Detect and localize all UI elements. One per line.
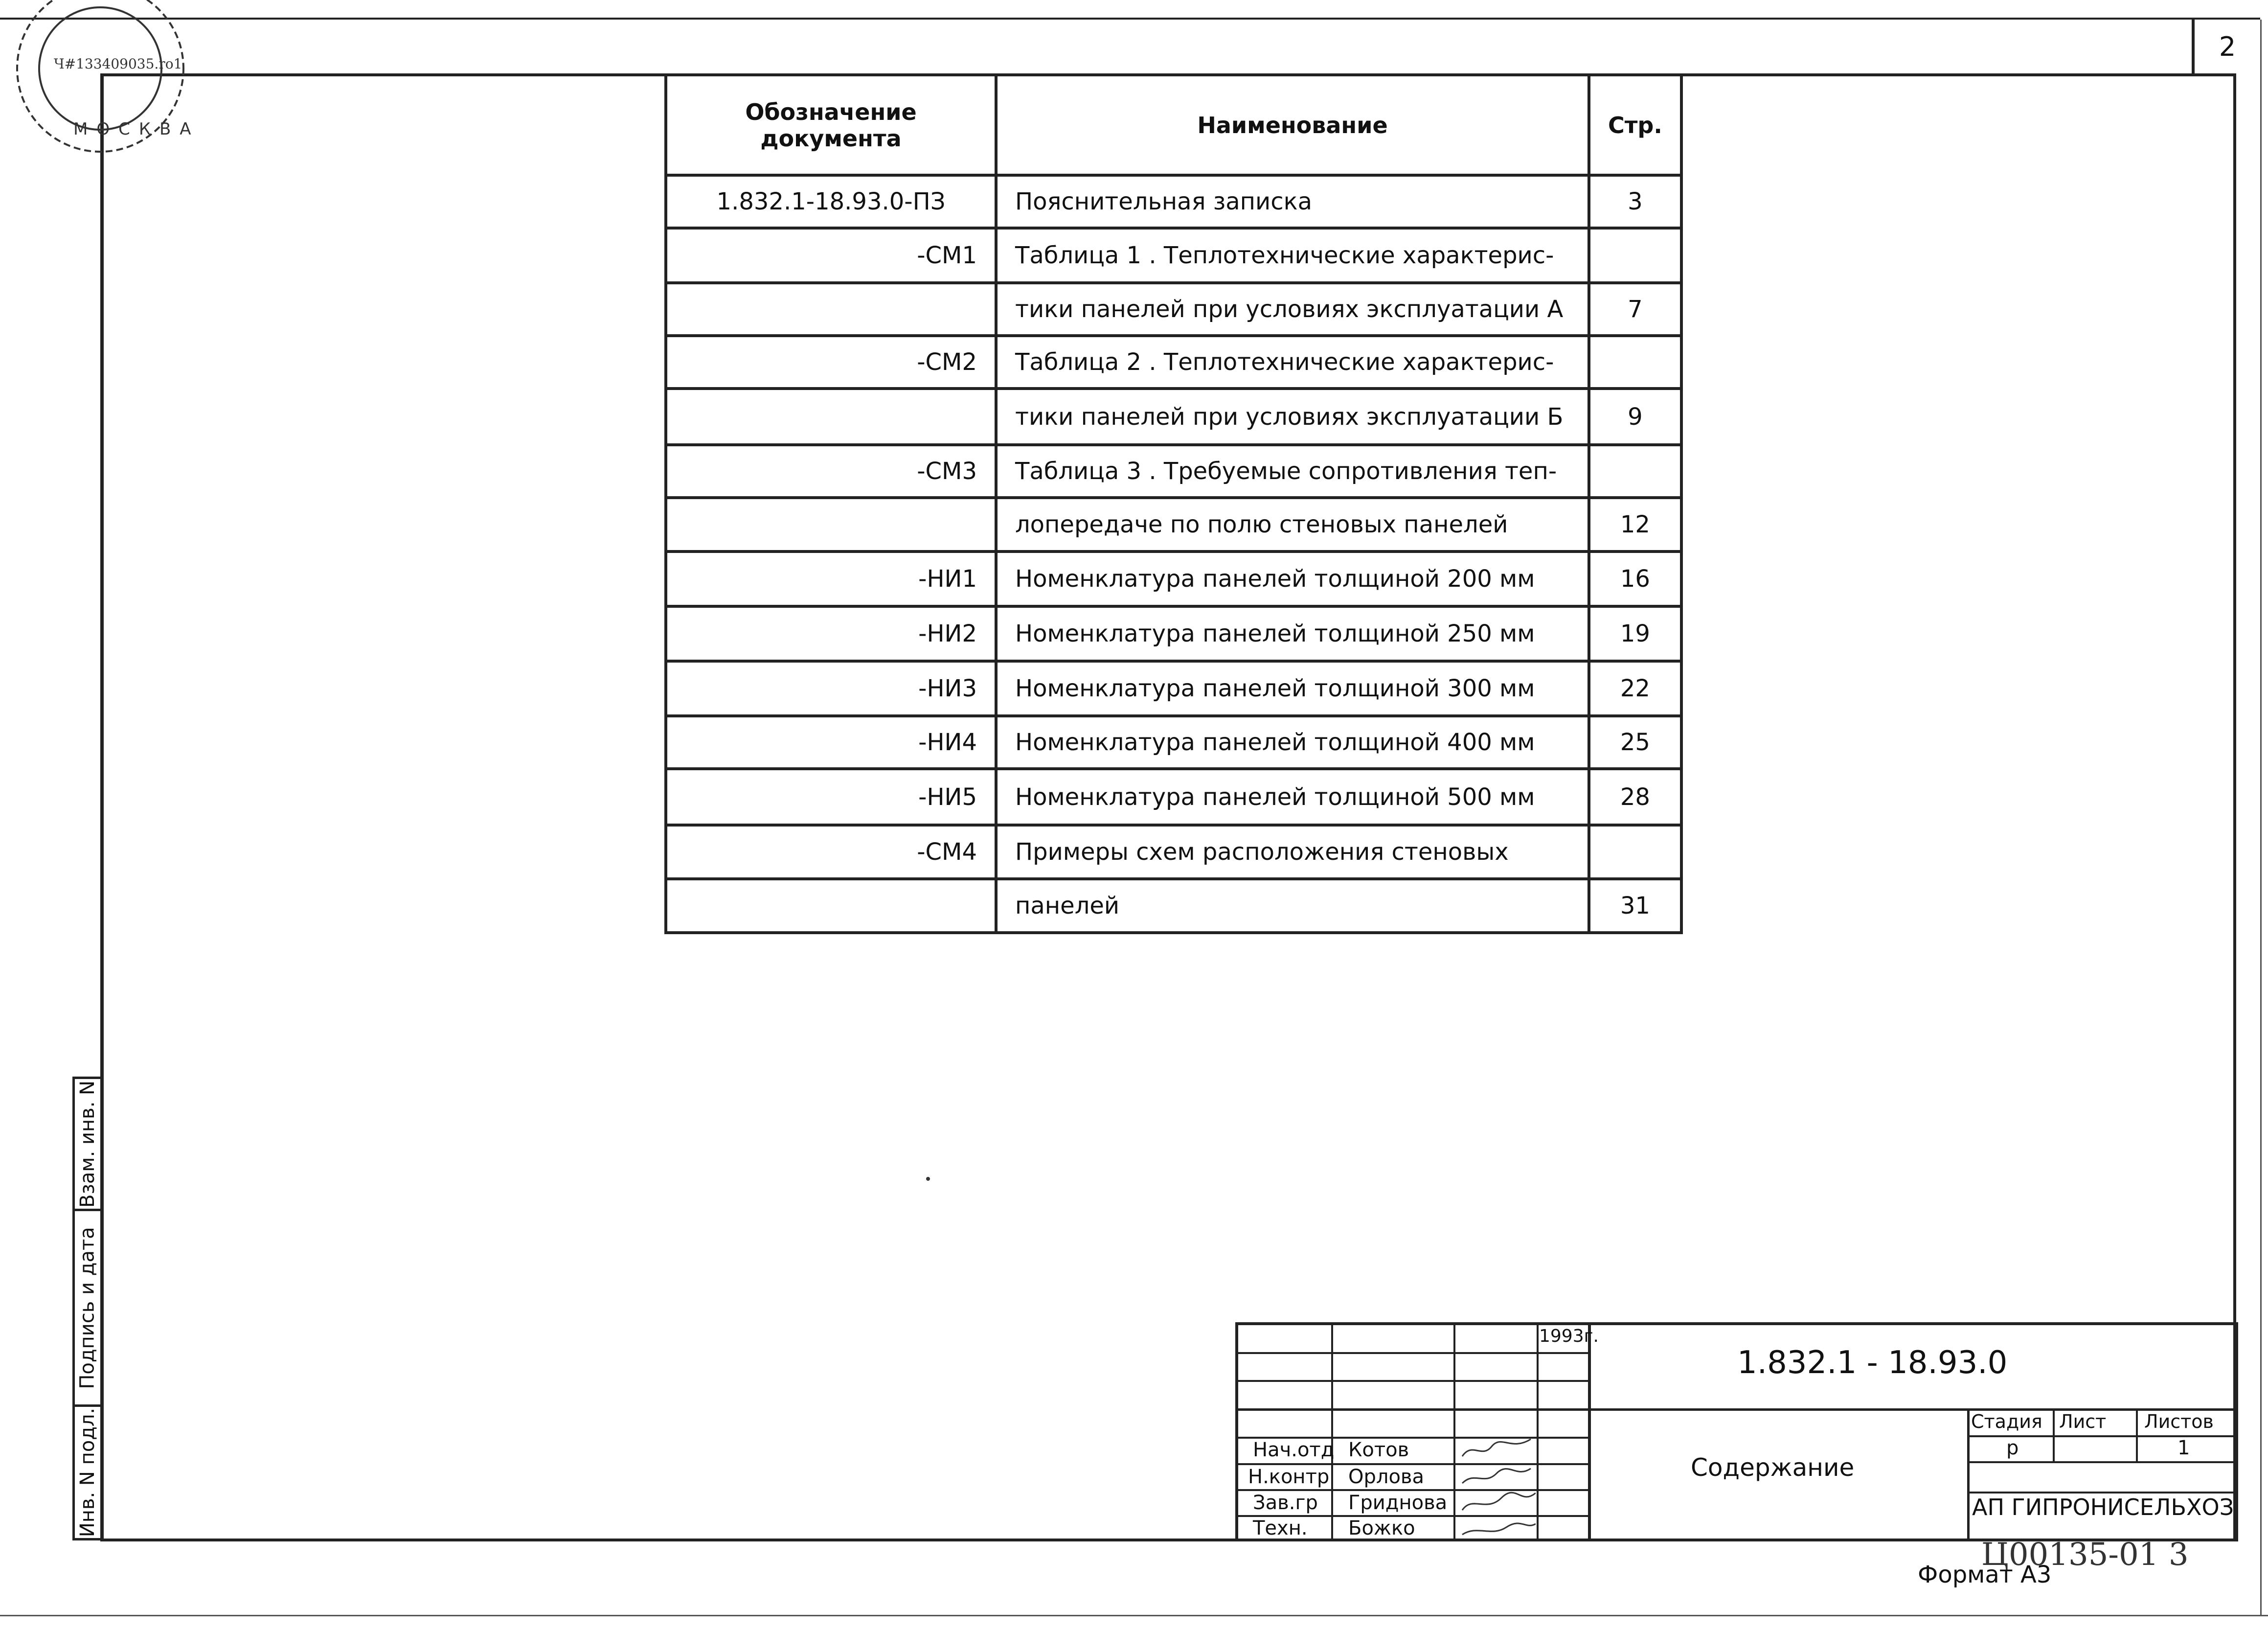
table-row: [666, 716, 1681, 769]
page-cell: [1589, 825, 1681, 879]
page-cell: 25: [1589, 716, 1681, 769]
name-cell: Номенклатура панелей толщиной 200 мм: [996, 551, 1589, 606]
designation-cell: -НИ1: [666, 551, 996, 606]
stage-value: р: [2006, 1437, 2019, 1459]
page-cell: 22: [1589, 661, 1681, 716]
role-head: Нач.отд: [1253, 1439, 1335, 1461]
table-row: [666, 551, 1681, 606]
designation-cell: -НИ4: [666, 716, 996, 769]
table-row: [666, 445, 1681, 498]
organization: АП ГИПРОНИСЕЛЬХОЗ: [1972, 1494, 2234, 1520]
designation-cell: 1.832.1-18.93.0-ПЗ: [666, 175, 996, 228]
table-row: [666, 283, 1681, 336]
designation-cell: -НИ3: [666, 661, 996, 716]
signatures: [1457, 1437, 1536, 1541]
name-group: Гриднова: [1348, 1492, 1448, 1514]
name-cell: тики панелей при условиях эксплуатации А: [996, 283, 1589, 336]
designation-cell: -СМ3: [666, 445, 996, 498]
page-cell: 31: [1589, 879, 1681, 933]
document-designation: 1.832.1 - 18.93.0: [1737, 1345, 2008, 1381]
side-cell-signature-date: Подпись и дата: [75, 1211, 100, 1407]
name-cell: тики панелей при условиях эксплуатации Б: [996, 389, 1589, 445]
page-cell: 3: [1589, 175, 1681, 228]
table-row: [666, 336, 1681, 389]
name-cell: Таблица 3 . Требуемые сопротивления теп-: [996, 445, 1589, 498]
page-cell: [1589, 336, 1681, 389]
frame-top-line: [0, 18, 2260, 20]
name-tech: Божко: [1348, 1517, 1415, 1539]
name-head: Котов: [1348, 1439, 1409, 1461]
name-cell: Номенклатура панелей толщиной 300 мм: [996, 661, 1589, 716]
table-row: [666, 498, 1681, 551]
designation-cell: -СМ4: [666, 825, 996, 879]
name-cell: лопередаче по полю стеновых панелей: [996, 498, 1589, 551]
sheets-label: Листов: [2144, 1411, 2214, 1432]
seal-stamp: [0, 0, 210, 181]
table-row: [666, 228, 1681, 283]
contents-table: [664, 73, 1683, 934]
column-header-name: Наименование: [996, 75, 1589, 175]
role-tech: Техн.: [1253, 1517, 1308, 1539]
table-row: [666, 606, 1681, 661]
sheet-right-edge: [2260, 20, 2262, 1615]
designation-cell: [666, 283, 996, 336]
name-control: Орлова: [1348, 1466, 1424, 1488]
role-control: Н.контр: [1248, 1466, 1330, 1488]
title-block: [1235, 1322, 2238, 1541]
column-header-page: Стр.: [1589, 75, 1681, 175]
table-row: [666, 769, 1681, 825]
page-cell: 28: [1589, 769, 1681, 825]
name-cell: Таблица 1 . Теплотехнические характерис-: [996, 228, 1589, 283]
side-cell-replace-inv: Взам. инв. N: [75, 1079, 100, 1211]
handwritten-code: Ц00135-01 3: [1981, 1537, 2189, 1573]
sheet-bottom-edge: [0, 1615, 2268, 1616]
table-row: [666, 389, 1681, 445]
format-label: Формат A3: [1918, 1561, 2052, 1588]
side-cell-original-inv: Инв. N подл.: [76, 1407, 99, 1538]
table-row: [666, 175, 1681, 228]
year: 1993г.: [1539, 1326, 1599, 1346]
table-row: [666, 879, 1681, 933]
name-cell: Пояснительная записка: [996, 175, 1589, 228]
name-cell: Номенклатура панелей толщиной 250 мм: [996, 606, 1589, 661]
page-cell: 7: [1589, 283, 1681, 336]
name-cell: панелей: [996, 879, 1589, 933]
designation-cell: -СМ2: [666, 336, 996, 389]
table-row: [666, 661, 1681, 716]
page-cell: 19: [1589, 606, 1681, 661]
designation-cell: [666, 389, 996, 445]
svg-text:МОСКВА: МОСКВА: [73, 119, 200, 139]
page-cell: 12: [1589, 498, 1681, 551]
designation-cell: -СМ1: [666, 228, 996, 283]
name-cell: Примеры схем расположения стеновых: [996, 825, 1589, 879]
page-cell: 9: [1589, 389, 1681, 445]
sheets-value: 1: [2177, 1437, 2190, 1459]
name-cell: Номенклатура панелей толщиной 400 мм: [996, 716, 1589, 769]
svg-text:Ч#133409035.ro1: Ч#133409035.ro1: [54, 56, 182, 72]
designation-cell: -НИ5: [666, 769, 996, 825]
sheet-label: Лист: [2059, 1411, 2107, 1432]
role-group: Зав.гр: [1253, 1492, 1318, 1514]
name-cell: Таблица 2 . Теплотехнические характерис-: [996, 336, 1589, 389]
designation-cell: [666, 879, 996, 933]
page-cell: 16: [1589, 551, 1681, 606]
column-header-designation: Обозначение документа: [666, 75, 996, 175]
page-cell: [1589, 445, 1681, 498]
stray-dot: [926, 1177, 930, 1181]
side-stamp: [72, 1077, 103, 1540]
page-cell: [1589, 228, 1681, 283]
designation-cell: [666, 498, 996, 551]
table-row: [666, 825, 1681, 879]
table-header-row: [666, 75, 1681, 175]
designation-cell: -НИ2: [666, 606, 996, 661]
name-cell: Номенклатура панелей толщиной 500 мм: [996, 769, 1589, 825]
document-title: Содержание: [1691, 1453, 1855, 1482]
stage-label: Стадия: [1971, 1411, 2042, 1432]
sheet-number: 2: [2192, 20, 2260, 73]
